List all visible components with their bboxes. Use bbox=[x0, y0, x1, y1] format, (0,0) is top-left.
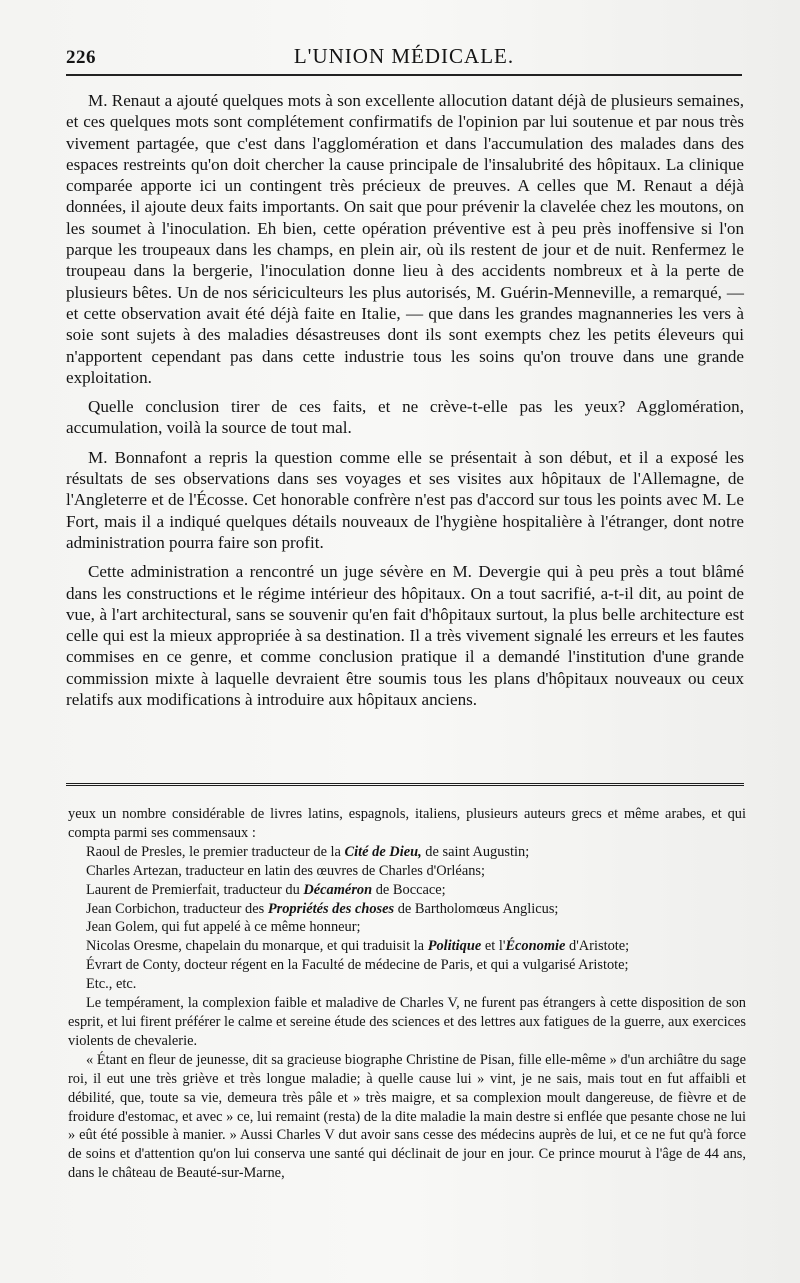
paragraph: M. Bonnafont a repris la question comme elle se présentait à son début, et il a exposé les résultats de ses observations dans ses voyages et ses visites aux hôpitaux de l'Allemagne, de l'Angleterre et de l'Écosse. Cet honorable confrère n'est pas d'accord sur tous les points avec M. Le Fort, mais il a indiqué quelques détails nouveaux de l'hygiène hospitalière à l'étranger, dont notre administration pourra faire son profit. bbox=[66, 447, 744, 552]
list-item: Raoul de Presles, le premier traducteur de la Cité de Dieu, de saint Augustin; bbox=[86, 843, 530, 860]
list-item: Laurent de Premierfait, traducteur du Décaméron de Boccace; bbox=[86, 881, 446, 898]
footnote-quote: « Étant en fleur de jeunesse, dit sa gracieuse biographe Christine de Pisan, fille elle-même » d'un archiâtre du sage roi, il eut une très griève et très longue maladie; à quelle cause lui » vint, je ne sais, mais tout en fut affaibli et débilité, que, toute sa vie, demeura très pâle et » très maigre, et sa complexion moult dangereuse, de fièvre et de froidure d'estomac, et avec » ce, lui remaint (resta) de la dite maladie la main destre si enflée que pesante chose ne lui » eût été possible à manier. » Aussi Charles V dut avoir sans cesse des médecins auprès de lui, et ce ne fut qu'à force de soins et d'attention qu'on lui conserva une santé qui déclinait de jour en jour. Ce prince mourut à l'âge de 44 ans, dans le château de Beauté-sur-Marne, bbox=[68, 1051, 746, 1182]
book-title: Économie bbox=[505, 938, 566, 955]
book-title: Politique bbox=[427, 938, 482, 955]
footnote-block bbox=[68, 805, 746, 1183]
list-item: Charles Artezan, traducteur en latin des œuvres de Charles d'Orléans; bbox=[86, 862, 485, 879]
footnote-paragraph: Le tempérament, la complexion faible et maladive de Charles V, ne furent pas étrangers à cette disposition de son esprit, et lui firent préférer le calme et sereine étude des sciences et des lettres aux fatigues de la guerre, aux exercices violents de chevalerie. bbox=[68, 995, 746, 1049]
book-title: Décaméron bbox=[303, 881, 373, 898]
footnote-intro: yeux un nombre considérable de livres latins, espagnols, italiens, plusieurs auteurs grecs et même arabes, et qui compta parmi ses commensaux : bbox=[68, 806, 746, 841]
running-head: L'UNION MÉDICALE. bbox=[293, 44, 515, 68]
page-number: 226 bbox=[66, 47, 96, 68]
list-item: Etc., etc. bbox=[86, 976, 137, 993]
paragraph: Quelle conclusion tirer de ces faits, et ne crève-t-elle pas les yeux? Agglomération, accumulation, voilà la source de tout mal. bbox=[66, 397, 744, 438]
list-item: Nicolas Oresme, chapelain du monarque, et qui traduisit la Politique et l'Économie d'Aristote; bbox=[86, 938, 630, 955]
main-text bbox=[66, 90, 744, 718]
footnote-divider bbox=[66, 783, 744, 786]
list-item: Évrart de Conty, docteur régent en la Faculté de médecine de Paris, et qui a vulgarisé Aristote; bbox=[86, 957, 629, 974]
list-item: Jean Golem, qui fut appelé à ce même honneur; bbox=[86, 919, 361, 936]
book-title: Cité de Dieu, bbox=[344, 843, 422, 860]
paragraph: M. Renaut a ajouté quelques mots à son excellente allocution datant déjà de plusieurs semaines, et ces quelques mots sont complétement confirmatifs de l'opinion par lui soutenue et par nous très vivement partagée, que c'est dans l'agglomération et dans l'accumulation des malades dans des espaces restreints qu'on doit chercher la cause principale de l'insalubrité des hôpitaux. La clinique comparée apporte ici un contingent très précieux de preuves. A celles que M. Renaut a déjà données, il ajoute deux faits importants. On sait que pour prévenir la clavelée chez les moutons, on les soumet à l'inoculation. Eh bien, cette opération préventive est à peu près inoffensive si l'on parque les troupeaux dans les champs, en plein air, où ils restent de jour et de nuit. Renfermez le troupeau dans la bergerie, l'inoculation donne lieu à des accidents nombreux et à la perte de plusieurs bêtes. Un de nos sériciculteurs les plus autorisés, M. Guérin-Menneville, a remarqué, — et cette observation avait été déjà faite en Italie, — que dans les grandes magnanneries les vers à soie sont sujets à des maladies désastreuses dont ils sont exempts chez les petits éleveurs qui n'apportent cependant pas dans cette industrie tous les soins qu'on trouve dans une grande exploitation. bbox=[66, 91, 744, 387]
page-header bbox=[66, 44, 742, 76]
paragraph: Cette administration a rencontré un juge sévère en M. Devergie qui à peu près a tout blâmé dans les constructions et le régime intérieur des hôpitaux. On a tout sacrifié, a-t-il dit, au point de vue, à l'art architectural, sans se souvenir qu'en fait d'hôpitaux surtout, la plus belle architecture est celle qui est la mieux appropriée à sa destination. Il a très vivement signalé les erreurs et les fautes commises en ce genre, et comme conclusion pratique il a demandé l'institution d'une grande commission mixte à laquelle devraient être soumis tous les plans d'hôpitaux nouveaux ou ceux relatifs aux modifications à introduire aux hôpitaux anciens. bbox=[66, 562, 744, 710]
book-title: Propriétés des choses bbox=[267, 900, 395, 917]
list-item: Jean Corbichon, traducteur des Propriétés des choses de Bartholomœus Anglicus; bbox=[86, 900, 559, 917]
